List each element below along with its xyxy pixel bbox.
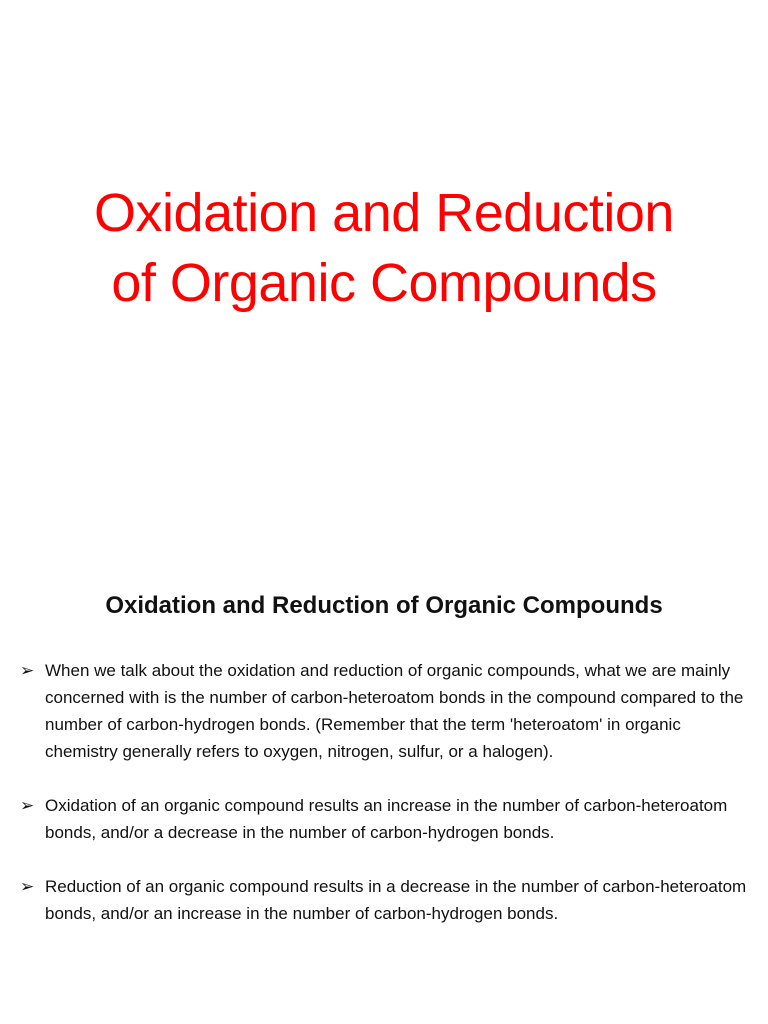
arrowhead-bullet-icon: ➢ [20, 661, 35, 680]
arrowhead-bullet-icon: ➢ [20, 796, 35, 815]
slide-title [20, 178, 748, 318]
bullet-item-1 [20, 657, 758, 765]
bullet-text: Reduction of an organic compound results in a decrease in the number of carbon-heteroatom bonds, and/or an increase in the number of carbon-hydrogen bonds. [45, 877, 747, 923]
bullet-text: When we talk about the oxidation and reduction of organic compounds, what we are mainly concerned with is the number of carbon-heteroatom bonds in the compound compared to the number of carbon-hydrogen bonds. (Remember that the term 'heteroatom' in organic chemistry generally refers to oxygen, nitrogen, sulfur, or a halogen). [45, 661, 744, 761]
bullet-item-2 [20, 792, 758, 846]
bullet-text: Oxidation of an organic compound results an increase in the number of carbon-heteroatom bonds, and/or a decrease in the number of carbon-hydrogen bonds. [45, 796, 728, 842]
arrowhead-bullet-icon: ➢ [20, 877, 35, 896]
content-slide [0, 512, 768, 1024]
slide-title-line-2: of Organic Compounds [111, 253, 657, 313]
slide-title-line-1: Oxidation and Reduction [94, 183, 674, 243]
bullet-list [20, 657, 758, 954]
content-heading: Oxidation and Reduction of Organic Compounds [105, 592, 663, 619]
bullet-item-3 [20, 873, 758, 927]
